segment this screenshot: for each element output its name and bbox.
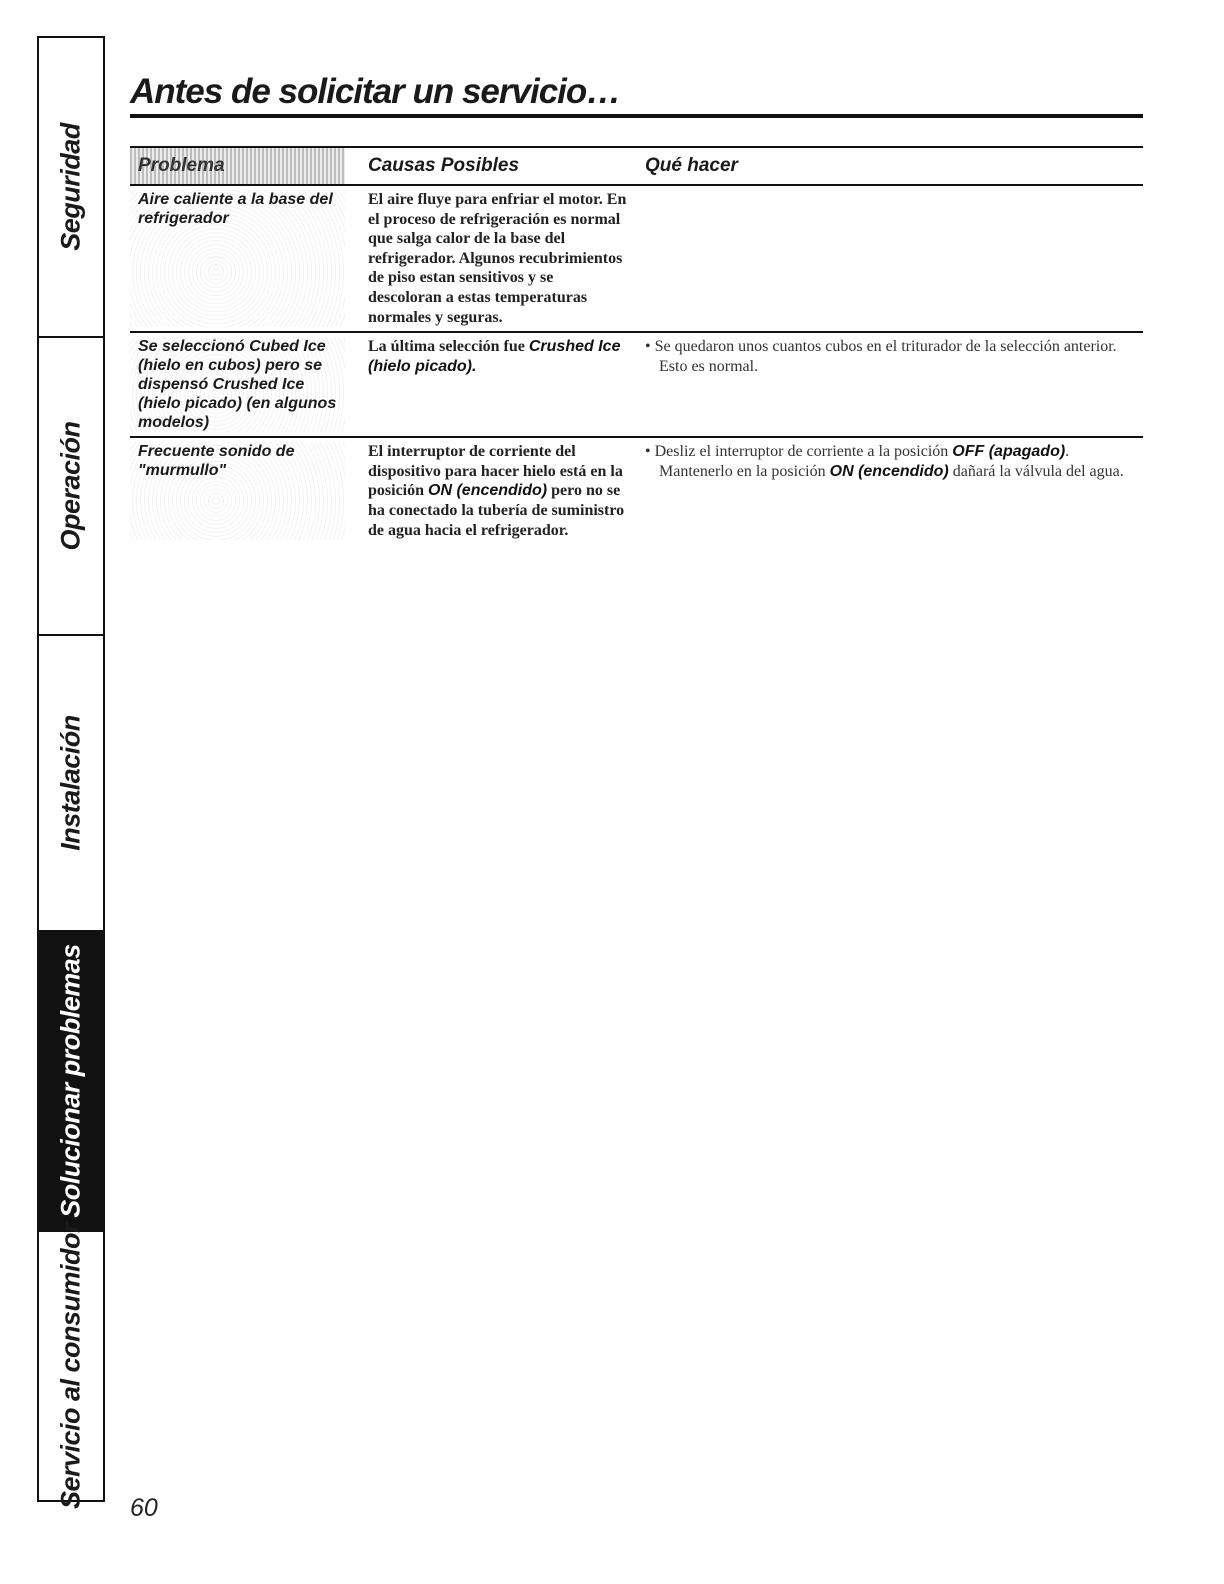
table-row [130, 438, 1143, 544]
cause-cell [345, 190, 630, 327]
fix-emphasis: ON (encendido) [829, 462, 949, 480]
cause-text: La última selección fue [368, 338, 529, 356]
troubleshooting-table [130, 146, 1143, 544]
bullet-icon: • [645, 338, 651, 356]
column-header-causas: Causas Posibles [368, 155, 520, 176]
tab-label: Seguridad [55, 123, 86, 251]
table-row [130, 186, 1143, 333]
page-number: 60 [130, 1494, 158, 1522]
tab-label: Solucionar problemas [55, 944, 86, 1218]
tab-solucionar-problemas[interactable] [39, 932, 103, 1232]
problem-cell: Aire caliente a la base del refrigerador [130, 190, 345, 327]
tab-operacion[interactable] [39, 338, 103, 636]
side-tabs [37, 36, 105, 1510]
fix-item [645, 337, 1143, 376]
fix-text: Se quedaron unos cuantos cubos en el triturador de la selección anterior. Esto es normal. [654, 338, 1117, 375]
cause-text: El interruptor de corriente del dispositivo para hacer hielo está en la posición [368, 443, 623, 500]
table-header [130, 146, 1143, 186]
problem-cell: Frecuente sonido de "murmullo" [130, 442, 345, 540]
fix-text: . Mantenerlo en la posición [659, 443, 1070, 480]
tab-label: Instalación [55, 715, 86, 851]
tab-label: Servicio al consumidor [55, 1222, 86, 1510]
fix-text: Desliz el interruptor de corriente a la posición [654, 443, 953, 461]
column-header-problema: Problema [130, 148, 345, 184]
fix-cell [630, 442, 1143, 540]
tab-instalacion[interactable] [39, 636, 103, 932]
cause-text: pero no se ha conectado la tubería de suministro de agua hacia el refrigerador. [368, 482, 625, 539]
fix-emphasis: OFF (apagado) [952, 443, 1066, 461]
cause-emphasis: Crushed Ice (hielo picado). [368, 338, 621, 375]
table-row [130, 333, 1143, 438]
tab-label: Operación [55, 421, 86, 551]
table-body [130, 186, 1143, 544]
fix-cell [630, 190, 1143, 327]
problem-cell: Se seleccionó Cubed Ice (hielo en cubos) pero se dispensó Crushed Ice (hielo picado) (en algunos modelos) [130, 337, 345, 432]
cause-emphasis: ON (encendido) [428, 482, 548, 500]
title-divider [130, 114, 1143, 118]
cause-cell [345, 337, 630, 432]
tab-seguridad[interactable] [39, 38, 103, 338]
cause-cell [345, 442, 630, 540]
bullet-icon: • [645, 443, 651, 461]
fix-cell [630, 337, 1143, 432]
fix-item [645, 442, 1143, 481]
column-header-que-hacer: Qué hacer [645, 155, 738, 176]
cause-text: El aire fluye para enfriar el motor. En el proceso de refrigeración es normal que salga calor de la base del refrigerador. Algunos recubrimientos de piso estan sensitivos y se descoloran a estas temperaturas normales y seguras. [368, 191, 627, 326]
fix-text: dañará la válvula del agua. [948, 462, 1124, 480]
tab-servicio-al-consumidor[interactable] [39, 1222, 103, 1510]
page-title: Antes de solicitar un servicio… [130, 72, 621, 111]
